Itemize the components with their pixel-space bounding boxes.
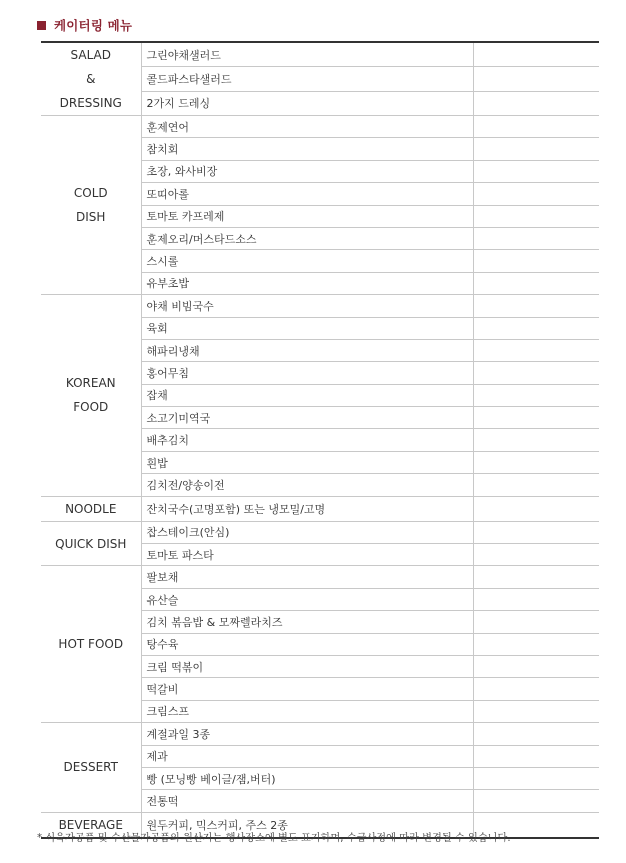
- empty-cell: [473, 767, 599, 789]
- table-row: [41, 723, 599, 745]
- category-label: NOODLE: [65, 501, 117, 516]
- menu-item: 콜드파스타샐러드: [141, 67, 473, 92]
- empty-cell: [473, 384, 599, 406]
- empty-cell: [473, 655, 599, 677]
- category-label: SALAD: [70, 48, 111, 62]
- menu-item: 김치 볶음밥 & 모짜렐라치즈: [141, 611, 473, 633]
- category-cell: [41, 723, 141, 813]
- menu-item: 토마토 파스타: [141, 544, 473, 566]
- empty-cell: [473, 183, 599, 205]
- menu-item: 유산슬: [141, 588, 473, 610]
- menu-item: 떡갈비: [141, 678, 473, 700]
- empty-cell: [473, 521, 599, 543]
- menu-item: 잡채: [141, 384, 473, 406]
- category-label: &: [86, 72, 96, 86]
- table-row: [41, 566, 599, 588]
- menu-item: 유부초밥: [141, 272, 473, 294]
- menu-item: 홍어무침: [141, 362, 473, 384]
- table-row: [41, 116, 599, 138]
- menu-item: 흰밥: [141, 451, 473, 473]
- empty-cell: [473, 250, 599, 272]
- menu-item: 크림스프: [141, 700, 473, 722]
- menu-item: 탕수육: [141, 633, 473, 655]
- section-header: [37, 14, 132, 36]
- empty-cell: [473, 116, 599, 138]
- menu-item: 참치회: [141, 138, 473, 160]
- menu-item: 찹스테이크(안심): [141, 521, 473, 543]
- empty-cell: [473, 91, 599, 116]
- category-label: BEVERAGE: [58, 817, 123, 832]
- category-label: DESSERT: [63, 760, 118, 775]
- empty-cell: [473, 205, 599, 227]
- menu-item: 또띠아롤: [141, 183, 473, 205]
- menu-item: 그린야채샐러드: [141, 42, 473, 67]
- category-label: DRESSING: [59, 96, 122, 110]
- empty-cell: [473, 138, 599, 160]
- menu-item: 원두커피, 믹스커피, 주스 2종: [141, 812, 473, 838]
- empty-cell: [473, 723, 599, 745]
- menu-item: 2가지 드레싱: [141, 91, 473, 116]
- menu-item: 초장, 와사비장: [141, 160, 473, 182]
- table-row: [41, 42, 599, 67]
- empty-cell: [473, 700, 599, 722]
- empty-cell: [473, 272, 599, 294]
- empty-cell: [473, 160, 599, 182]
- category-label: QUICK DISH: [55, 536, 127, 551]
- menu-item: 해파리냉채: [141, 339, 473, 361]
- category-cell: [41, 42, 141, 116]
- category-label: KOREAN: [65, 376, 116, 391]
- empty-cell: [473, 745, 599, 767]
- menu-item: 전통떡: [141, 790, 473, 812]
- category-cell: [41, 295, 141, 497]
- empty-cell: [473, 67, 599, 92]
- menu-item: 제과: [141, 745, 473, 767]
- empty-cell: [473, 544, 599, 566]
- empty-cell: [473, 678, 599, 700]
- table-row: [41, 521, 599, 543]
- empty-cell: [473, 317, 599, 339]
- category-cell: [41, 521, 141, 566]
- menu-item: 계절과일 3종: [141, 723, 473, 745]
- empty-cell: [473, 611, 599, 633]
- menu-item: 배추김치: [141, 429, 473, 451]
- empty-cell: [473, 295, 599, 317]
- empty-cell: [473, 227, 599, 249]
- empty-cell: [473, 429, 599, 451]
- menu-item: 야채 비빔국수: [141, 295, 473, 317]
- menu-item: 육회: [141, 317, 473, 339]
- menu-item: 팔보채: [141, 566, 473, 588]
- section-title: 케이터링 메뉴: [54, 18, 133, 33]
- category-label: DISH: [76, 210, 106, 225]
- empty-cell: [473, 566, 599, 588]
- menu-item: 김치전/양송이전: [141, 474, 473, 496]
- footnote: * 식육가공품 및 수산물가공품의 원산지는 행사장소에 별도 표기하며, 수급사정에 따라 변경될 수 있습니다.: [37, 833, 511, 844]
- category-cell: [41, 116, 141, 295]
- menu-item: 잔치국수(고명포함) 또는 냉모밀/고명: [141, 496, 473, 521]
- menu-item: 토마토 카프레제: [141, 205, 473, 227]
- empty-cell: [473, 474, 599, 496]
- square-bullet-icon: [37, 21, 46, 30]
- empty-cell: [473, 588, 599, 610]
- table-row: [41, 295, 599, 317]
- menu-item: 소고기미역국: [141, 407, 473, 429]
- empty-cell: [473, 362, 599, 384]
- empty-cell: [473, 407, 599, 429]
- category-label: COLD: [73, 186, 108, 201]
- category-cell: [41, 496, 141, 521]
- empty-cell: [473, 496, 599, 521]
- table-row: [41, 496, 599, 521]
- empty-cell: [473, 42, 599, 67]
- empty-cell: [473, 451, 599, 473]
- category-label: FOOD: [73, 400, 109, 415]
- empty-cell: [473, 339, 599, 361]
- menu-item: 스시롤: [141, 250, 473, 272]
- menu-item: 크림 떡볶이: [141, 655, 473, 677]
- empty-cell: [473, 633, 599, 655]
- category-label: HOT FOOD: [58, 637, 124, 652]
- menu-item: 빵 (모닝빵 베이글/잼,버터): [141, 767, 473, 789]
- catering-menu-table: [41, 41, 599, 839]
- menu-item: 훈제연어: [141, 116, 473, 138]
- category-cell: [41, 566, 141, 723]
- menu-item: 훈제오리/머스타드소스: [141, 227, 473, 249]
- empty-cell: [473, 790, 599, 812]
- menu-table-body: [41, 42, 599, 838]
